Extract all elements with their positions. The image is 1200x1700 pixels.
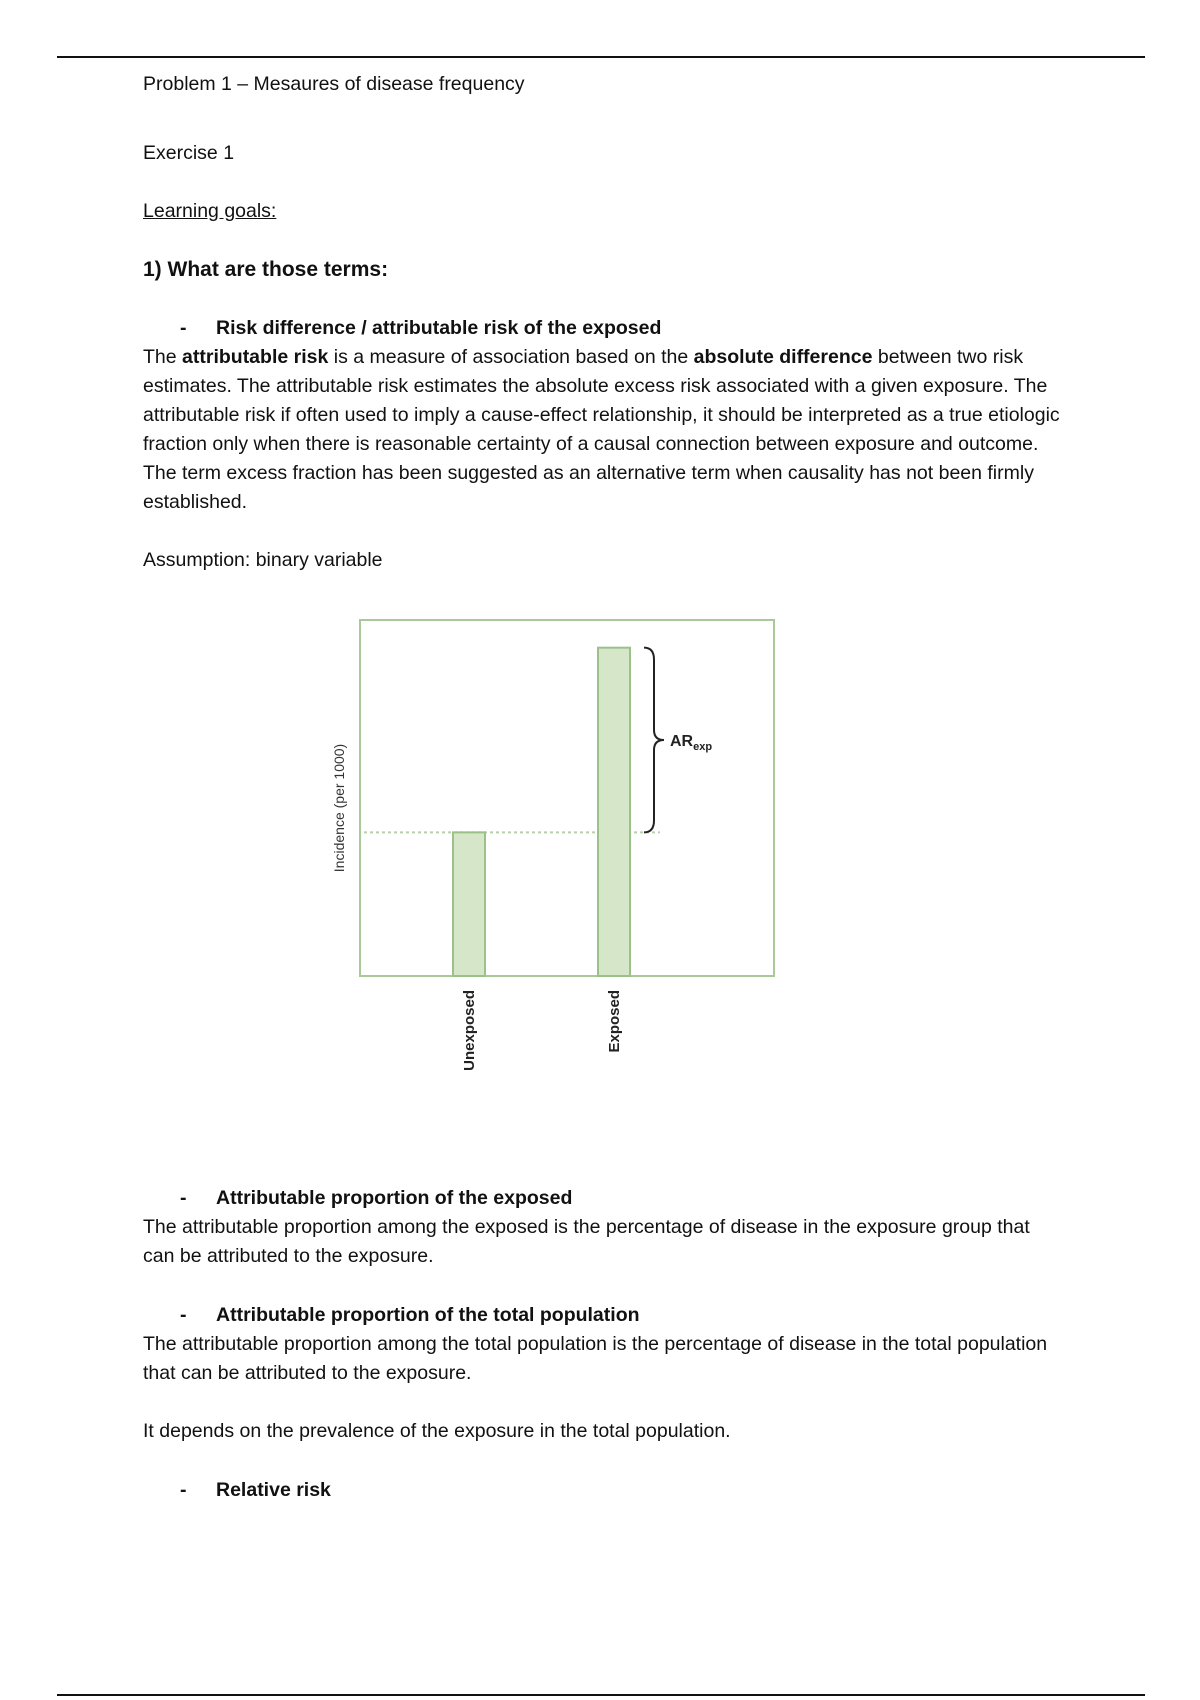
incidence-chart [318, 610, 788, 1100]
bullet-heading: Attributable proportion of the exposed [216, 1187, 573, 1209]
bullet-marker: - [180, 1187, 187, 1209]
chart-frame [360, 620, 774, 976]
bullet-heading: Risk difference / attributable risk of the exposed [216, 317, 662, 339]
bold-term: attributable risk [182, 346, 329, 368]
bullet-marker: - [180, 1479, 187, 1501]
bullet-heading: Relative risk [216, 1479, 331, 1501]
ar-label-main: AR [670, 733, 694, 751]
bullet-marker: - [180, 317, 187, 339]
bottom-rule [57, 1694, 1145, 1696]
document-page-lower [143, 1184, 1063, 1505]
chart-svg [318, 610, 788, 1100]
text-run: between two risk estimates. The attributable risk estimates the absolute excess risk associated with a given exposure. The attributable risk if often used to imply a cause-effect relationship, it should be interpreted as a true etiologic fraction only when there is reasonable certainty of a causal connection between exposure and outcome. The term excess fraction has been suggested as an alternative term when causality has not been firmly established. [143, 346, 1060, 513]
bullet-ap-exposed [143, 1184, 1063, 1213]
bullet-relative-risk [143, 1476, 1063, 1505]
x-tick-exposed: Exposed [606, 990, 623, 1053]
exercise-label: Exercise 1 [143, 142, 235, 164]
bullet-ap-total [143, 1301, 1063, 1330]
assumption-text: Assumption: binary variable [143, 549, 383, 571]
y-axis-label: Incidence (per 1000) [331, 743, 347, 873]
ap-total-paragraph: The attributable proportion among the total population is the percentage of disease in the total population that can be attributed to the exposure. [143, 1333, 1048, 1384]
document-page [143, 64, 1063, 575]
ap-total-note: It depends on the prevalence of the exposure in the total population. [143, 1420, 731, 1442]
ar-label-subscript: exp [693, 741, 713, 754]
learning-goals-label: Learning goals: [143, 200, 277, 222]
question-heading: 1) What are those terms: [143, 258, 389, 281]
top-rule [57, 56, 1145, 58]
ap-exposed-paragraph: The attributable proportion among the exposed is the percentage of disease in the exposure group that can be attributed to the exposure. [143, 1216, 1030, 1267]
bullet-heading: Attributable proportion of the total population [216, 1304, 640, 1326]
risk-difference-paragraph [143, 343, 1063, 517]
document-title: Problem 1 – Mesaures of disease frequency [143, 73, 525, 95]
bullet-risk-difference [143, 314, 1063, 343]
bold-term: absolute difference [693, 346, 873, 368]
text-run: The [143, 346, 183, 368]
bar-unexposed [453, 832, 485, 976]
bullet-marker: - [180, 1304, 187, 1326]
bar-exposed [598, 648, 630, 976]
text-run: is a measure of association based on the [328, 346, 694, 368]
x-tick-unexposed: Unexposed [461, 990, 478, 1071]
